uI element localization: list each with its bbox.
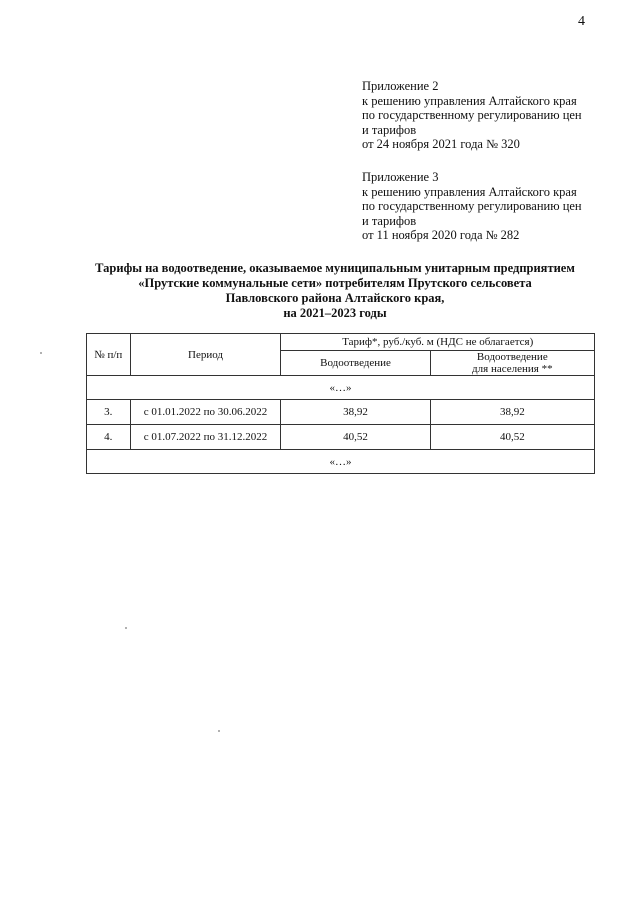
ellipsis-row-top: «…»	[87, 376, 595, 400]
appendix-original-block	[362, 170, 612, 243]
header-wastewater-population-line2: для населения **	[472, 363, 553, 375]
appendix-line: от 11 ноября 2020 года № 282	[362, 228, 520, 242]
title-line: на 2021–2023 годы	[283, 306, 387, 320]
table-row	[87, 400, 595, 425]
ellipsis-row-bottom: «…»	[87, 450, 595, 474]
title-line: Павловского района Алтайского края,	[225, 291, 445, 305]
appendix-line: от 24 ноября 2021 года № 320	[362, 137, 520, 151]
row-number: 4.	[87, 425, 131, 450]
header-wastewater-population	[430, 351, 594, 376]
appendix-line: по государственному регулированию цен	[362, 199, 582, 213]
header-wastewater-population-line1: Водоотведение	[476, 351, 548, 363]
appendix-line: Приложение 2	[362, 79, 439, 93]
scan-speck	[40, 352, 42, 354]
appendix-line: и тарифов	[362, 122, 417, 137]
appendix-line: Приложение 3	[362, 170, 439, 184]
row-population-tariff: 40,52	[430, 425, 594, 450]
tariff-table	[86, 333, 595, 474]
appendix-line: и тарифов	[362, 213, 417, 228]
title-line: Тарифы на водоотведение, оказываемое муниципальным унитарным предприятием	[95, 261, 575, 275]
document-title	[70, 261, 600, 321]
row-wastewater-tariff: 40,52	[281, 425, 430, 450]
row-wastewater-tariff: 38,92	[281, 400, 430, 425]
appendix-current-block	[362, 79, 612, 152]
row-number: 3.	[87, 400, 131, 425]
scan-speck	[218, 730, 220, 732]
header-wastewater: Водоотведение	[281, 351, 430, 376]
header-period: Период	[130, 334, 281, 376]
appendix-line: по государственному регулированию цен	[362, 108, 582, 122]
appendix-line: к решению управления Алтайского края	[362, 93, 577, 108]
row-population-tariff: 38,92	[430, 400, 594, 425]
table-row	[87, 425, 595, 450]
header-tariff: Тариф*, руб./куб. м (НДС не облагается)	[281, 334, 595, 351]
appendix-line: к решению управления Алтайского края	[362, 184, 577, 199]
row-period: с 01.07.2022 по 31.12.2022	[130, 425, 281, 450]
page-number: 4	[578, 14, 585, 29]
scan-speck	[125, 627, 127, 629]
title-line: «Прутские коммунальные сети» потребителям Прутского сельсовета	[138, 276, 532, 290]
header-number: № п/п	[87, 334, 131, 376]
row-period: с 01.01.2022 по 30.06.2022	[130, 400, 281, 425]
